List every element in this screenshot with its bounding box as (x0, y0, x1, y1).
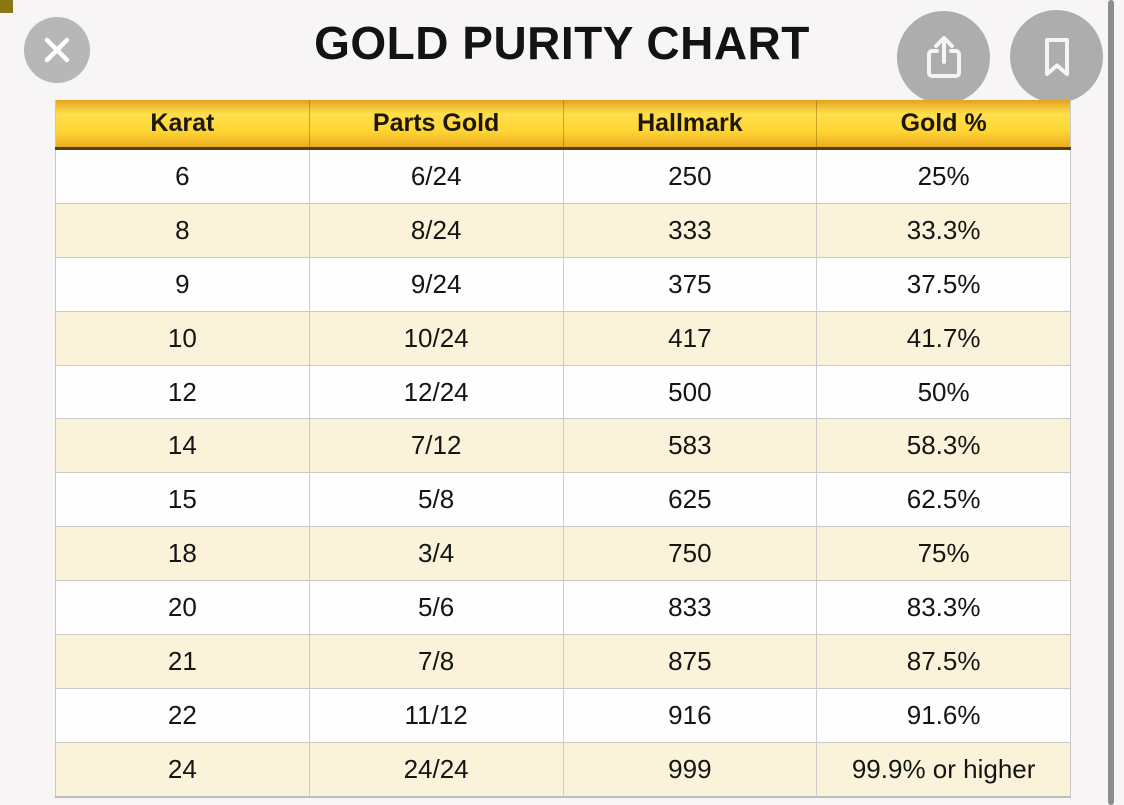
table-cell: 3/4 (309, 527, 563, 581)
table-row (56, 419, 1071, 473)
table-cell: 375 (563, 257, 817, 311)
page-corner-fragment (0, 0, 13, 13)
table-cell: 83.3% (817, 581, 1071, 635)
table-cell: 41.7% (817, 311, 1071, 365)
close-button[interactable] (24, 17, 90, 83)
column-header: Parts Gold (309, 100, 563, 149)
bookmark-button[interactable] (1010, 10, 1103, 103)
table-cell: 12/24 (309, 365, 563, 419)
column-header: Gold % (817, 100, 1071, 149)
table-cell: 583 (563, 419, 817, 473)
table-cell: 24 (56, 742, 310, 796)
table-cell: 20 (56, 581, 310, 635)
table-cell: 916 (563, 688, 817, 742)
table-cell: 7/8 (309, 635, 563, 689)
table-row (56, 365, 1071, 419)
share-button[interactable] (897, 11, 990, 104)
column-header: Karat (56, 100, 310, 149)
table-cell: 7/12 (309, 419, 563, 473)
table-row (56, 149, 1071, 204)
table-row (56, 527, 1071, 581)
table-cell: 333 (563, 203, 817, 257)
share-icon (918, 32, 970, 84)
table-cell: 10/24 (309, 311, 563, 365)
table-cell: 18 (56, 527, 310, 581)
table-head (56, 100, 1071, 149)
table-cell: 22 (56, 688, 310, 742)
table-cell: 99.9% or higher (817, 742, 1071, 796)
table-cell: 750 (563, 527, 817, 581)
table-cell: 12 (56, 365, 310, 419)
table-row (56, 635, 1071, 689)
column-header: Hallmark (563, 100, 817, 149)
table-header-row (56, 100, 1071, 149)
table-cell: 75% (817, 527, 1071, 581)
table-cell: 500 (563, 365, 817, 419)
table-cell: 25% (817, 149, 1071, 204)
table-row (56, 688, 1071, 742)
table-cell: 999 (563, 742, 817, 796)
table-cell: 5/6 (309, 581, 563, 635)
table-row (56, 311, 1071, 365)
table-cell: 21 (56, 635, 310, 689)
table-cell: 37.5% (817, 257, 1071, 311)
table-cell: 24/24 (309, 742, 563, 796)
table-cell: 9/24 (309, 257, 563, 311)
close-icon (39, 32, 75, 68)
table-cell: 33.3% (817, 203, 1071, 257)
table-cell: 8 (56, 203, 310, 257)
table-row (56, 257, 1071, 311)
table-cell: 9 (56, 257, 310, 311)
table-cell: 8/24 (309, 203, 563, 257)
table-cell: 417 (563, 311, 817, 365)
table-cell: 62.5% (817, 473, 1071, 527)
table-cell: 625 (563, 473, 817, 527)
table-cell: 875 (563, 635, 817, 689)
table-cell: 6/24 (309, 149, 563, 204)
gold-purity-table (55, 100, 1071, 798)
scrollbar[interactable] (1108, 0, 1114, 805)
table-row (56, 742, 1071, 796)
table-cell: 15 (56, 473, 310, 527)
table-cell: 6 (56, 149, 310, 204)
table-cell: 11/12 (309, 688, 563, 742)
table-body (56, 149, 1071, 797)
table-cell: 10 (56, 311, 310, 365)
table-cell: 87.5% (817, 635, 1071, 689)
table-row (56, 473, 1071, 527)
table-row (56, 581, 1071, 635)
table-cell: 91.6% (817, 688, 1071, 742)
table-cell: 5/8 (309, 473, 563, 527)
page-title: GOLD PURITY CHART (314, 17, 810, 69)
bookmark-icon (1031, 31, 1083, 83)
table-cell: 58.3% (817, 419, 1071, 473)
table-cell: 50% (817, 365, 1071, 419)
table-row (56, 203, 1071, 257)
table-cell: 14 (56, 419, 310, 473)
table-cell: 250 (563, 149, 817, 204)
table-cell: 833 (563, 581, 817, 635)
